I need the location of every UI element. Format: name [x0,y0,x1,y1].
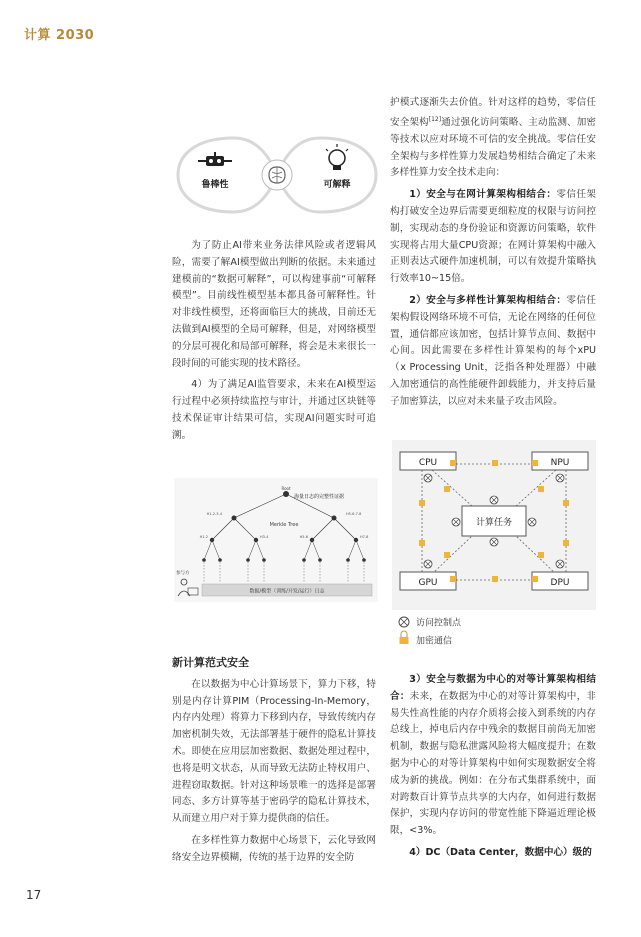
legend-encrypt-label: 加密通信 [416,636,453,647]
compute-architecture-figure [392,440,596,652]
text-run: 未来，在数据为中心的对等计算架构中，非易失性高性能的内存介质将会接入到系统的内存总线上，掉电后内存中残余的数据目前尚无加密机制，数据与隐私泄露风险将大幅度提升；在数据为中心的对等计算架构中如何实现数据安全将成为新的挑战。例如：在分布式集群系统中，面对跨数百计算节点共享的大内存，如何进行数据保护，实现内存访问的带宽性能下降逼近理论极限，<3%。 [390,690,596,837]
section-heading: 新计算范式安全 [172,656,249,669]
legend-access-label: 访问控制点 [416,618,462,629]
root-label: Root [281,486,291,491]
lock-icon [400,631,409,644]
node-label: H5-6 [299,535,308,539]
bold-lead: 4）DC（Data Center，数据中心）级的 [409,846,592,858]
left-column-text [172,238,376,450]
gpu-label: GPU [418,578,438,588]
text-run: 护模式逐渐失去价值。针对这样的趋势，零信任安全架构 [390,97,596,128]
page-header: 计算 2030 [24,28,95,43]
text-run: 零信任架构打破安全边界后需要更细粒度的权限与访问控制，实现动态的身份验证和资源访问策略，软件实现将占用大量CPU资源；在网计算架构中融入正则表达式硬件加速机制，可以有效提升策略执行效率10~15倍。 [390,189,596,285]
brain-icon [262,160,292,190]
explain-label: 可解释 [323,180,351,190]
right-column-text-2 [390,672,596,867]
node-label: H1-2-3-4 [206,512,222,516]
paragraph [390,293,596,411]
merkle-tree-figure [174,478,378,602]
paragraph: 为了防止AI带来业务法律风险或者逻辑风险，需要了解AI模型做出判断的依据。未来通过建模前的“数据可解释”，可以构建事前“可解释模型”。目前线性模型基本都具备可解释性。针对非线性模型，还将面临巨大的挑战，目前还无法做到AI模型的全局可解释，但是，对网络模型的分层可视化和局部可解释，将会是未来很长一段时间的可能实现的技术路径。 [172,240,376,369]
access-control-icon [399,617,409,627]
node-label: H1-2 [199,535,208,539]
bold-lead: 1）安全与在网计算架构相结合： [409,189,557,201]
paragraph [390,187,596,288]
left-column-section [172,655,376,872]
merkle-title: 海量日志的完整性证据 [294,494,345,500]
merkle-tree-label: Merkle Tree [269,522,299,528]
dpu-label: DPU [550,578,570,588]
right-column-text [390,95,596,416]
text-run: 通过强化访问策略、主动监测、加密等技术以应对环境不可信的安全挑战。零信任安全架构与多样性算力发展趋势相结合确定了未来多样性算力安全技术走向： [390,116,596,179]
node-label: H3-4 [260,535,269,539]
paragraph: 在以数据为中心计算场景下，算力下移，特别是内存计算PIM（Processing-In-Memory，内存内处理）将算力下移到内存，导致传统内存加密机制失效，无法部署基于硬件的隐私计算技术。即使在应用层加密数据、数据处理过程中，也将是明文状态，从而导致无法防止特权用户、进程窃取数据。针对这种场景唯一的选择是部署同态、多方计算等基于密码学的隐私计算技术，从而建立用户对于算力提供商的信任。 [172,678,376,825]
page-number: 17 [26,888,42,902]
log-bar-label: 数据/模型（训练/开发/运行）日志 [249,588,325,595]
node-label: H5-6-7-8 [346,512,362,516]
robust-label: 鲁棒性 [201,180,229,190]
cpu-label: CPU [418,458,438,468]
citation: [12] [428,115,442,123]
bold-lead: 2）安全与多样性计算架构相结合： [409,294,567,306]
paragraph: 在多样性算力数据中心场景下，云化导致网络安全边界模糊，传统的基于边界的安全防 [172,834,376,863]
lightbulb-head-icon [326,144,348,170]
robust-explain-figure [174,132,380,218]
paragraph [390,672,596,840]
text-run: 零信任架构假设网络环境不可信，无论在网络的任何位置，通信都应该加密，包括计算节点间、数据中心间。因此需要在多样性计算架构的每个xPU（x Processing Unit，泛指各种处理器）中融入加密通信的高性能硬件卸载能力，并支持后量子加密算法，以应对未来量子攻击风险。 [390,294,596,407]
participant-label: 参与方 [176,571,190,576]
paragraph [390,845,596,862]
node-label: H7-8 [360,535,369,539]
robot-icon [198,152,232,166]
center-task-label: 计算任务 [475,518,513,528]
paragraph: 4）为了满足AI监管要求，未来在AI模型运行过程中必须持续监控与审计，并通过区块链等技术保证审计结果可信，实现AI问题实时可追溯。 [172,379,376,441]
bold-lead: 3）安全与数据为中心的对等计算架构相结合： [390,674,596,702]
paragraph [390,95,596,182]
npu-label: NPU [550,458,570,468]
